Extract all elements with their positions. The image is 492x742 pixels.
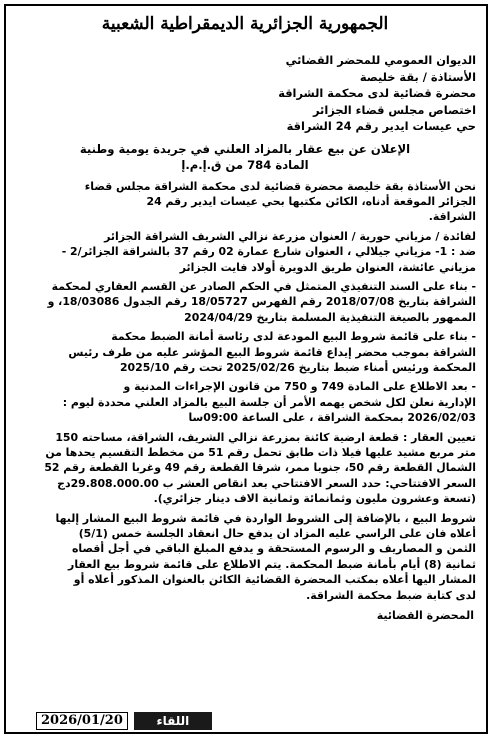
property-line: تعيين العقار : قطعة ارضية كائنة بمزرعة نزالي الشريف، الشراقة، مساحته 150	[55, 430, 476, 444]
notice-body	[14, 179, 476, 604]
basis-paragraph-2	[14, 329, 476, 375]
basis-line: المحكمة ورئيس أمناء ضبط بتاريخ 2025/02/26 تحت رقم 2025/10	[119, 360, 476, 374]
parties-paragraph	[14, 229, 476, 275]
property-line: متر مربع مشيد عليها فيلا ذات طابق تحمل رقم 51 من مخطط التقسيم يحدها من	[45, 446, 476, 459]
sale-line: المشار اليها أعلاه بمكتب المحضرة القضائية الكائن بالعنوان المذكور أعلاه أو	[73, 573, 476, 587]
basis-line: - بناء على قائمة شروط البيع المودعة لدى رئاسة أمانة الضبط محكمة	[111, 330, 476, 344]
publication-strip	[36, 712, 256, 730]
basis-line: الشراقة بموجب محضر إيداع قائمة شروط البيع المؤشر عليه من طرف رئيس	[68, 345, 476, 359]
party-line: لفائدة / مزياني حورية / العنوان مزرعة نزالي الشريف الشراقة الجزائر	[104, 229, 476, 243]
property-line: الشمال القطعة رقم 50، جنوبا ممر، شرقا القطعة رقم 49 وغربا القطعة رقم 52	[44, 461, 476, 475]
header-line: الديوان العمومي للمحضر القضائي	[285, 53, 476, 67]
basis-paragraph-1	[14, 279, 476, 325]
party-line: مزياني عائشة، العنوان طريق الدويرة أولاد فايت الجزائر	[179, 260, 476, 274]
newspaper-name: اللقاء	[134, 712, 212, 730]
intro-paragraph	[14, 179, 476, 225]
basis-line: - بناء على السند التنفيذي المتمثل في الحكم الصادر عن القسم العقاري لمحكمة	[51, 279, 476, 293]
basis-line: الشراقة بتاريخ 2018/07/08 رقم الفهرس 18/05727 رقم الجدول 18/03086، و	[47, 295, 476, 309]
signature-label: المحضرة القضائية	[376, 609, 474, 623]
document-title: الجمهورية الجزائرية الديمقراطية الشعبية	[101, 14, 389, 34]
sale-line: ثمانية (8) أيام بأمانة ضبط المحكمة. يتم الاطلاع على قائمة شروط بيع العقار	[68, 557, 476, 571]
sale-line: أعلاه فان على الراسي عليه المزاد ان يدفع حال انعقاد الجلسة خمس (5/1)	[78, 527, 476, 541]
basis-line: الممهور بالصيغة التنفيذية المسلمة بتاريخ 2024/04/29	[184, 310, 476, 324]
publication-date: 2026/01/20	[36, 712, 128, 730]
header-line: محضرة قضائية لدى محكمة الشراقة	[278, 86, 476, 100]
property-line: (تسعة وعشرون مليون وثمانمائة وثمانية الاف دينار جزائري).	[153, 492, 476, 506]
property-paragraph	[14, 430, 476, 507]
basis-line: الإدارية نعلن لكل شخص يهمه الأمر أن جلسة البيع بالمزاد العلني محددة ليوم :	[62, 395, 476, 409]
property-line: السعر الافتتاحي: حدد السعر الافتتاحي بعد انقاص العشر ب 29.808.000.00دج	[57, 476, 476, 490]
announcement-line: الإعلان عن بيع عقار بالمزاد العلني في جريدة يومية وطنية	[79, 141, 411, 156]
basis-line: 2026/02/03 بمحكمة الشراقة ، على الساعة 09:00سا	[188, 411, 476, 425]
basis-paragraph-3	[14, 379, 476, 425]
sale-line: لدى كتابة ضبط محكمة الشراقة.	[306, 588, 476, 602]
header-line: الأستاذة / بقة خليصة	[359, 69, 476, 84]
notice-page	[4, 4, 488, 734]
intro-line: الجزائر الموقعة أدناه، الكائن مكتبها بحي عيسات ايدير رقم 24	[146, 194, 476, 208]
sale-line: شروط البيع ، بالإضافة إلى الشروط الواردة في قائمة شروط البيع المشار إليها	[55, 511, 476, 525]
party-line: ضد : 1- مزياني جيلالي ، العنوان شارع عمارة 02 رقم 37 بالشراقة الجزائر/2 -	[61, 245, 476, 259]
sale-line: الثمن و المصاريف و الرسوم المستحقة و يدفع المبلغ الباقي في أجل أقصاه	[72, 542, 476, 556]
office-header	[14, 52, 476, 135]
sale-conditions-paragraph	[14, 511, 476, 603]
intro-line: نحن الأستاذة بقة خليصة محضرة قضائية لدى محكمة الشراقة مجلس قضاء	[84, 179, 476, 193]
header-line: حي عيسات ايدير رقم 24 الشراقة	[286, 119, 476, 133]
basis-line: - بعد الاطلاع على المادة 749 و 750 من قانون الإجراءات المدنية و	[123, 380, 476, 394]
intro-line: الشراقة.	[428, 210, 476, 224]
header-line: اختصاص مجلس قضاء الجزائر	[312, 102, 476, 117]
announcement-heading	[14, 141, 476, 173]
announcement-article: المادة 784 من ق.إ.م.إ	[181, 157, 309, 172]
